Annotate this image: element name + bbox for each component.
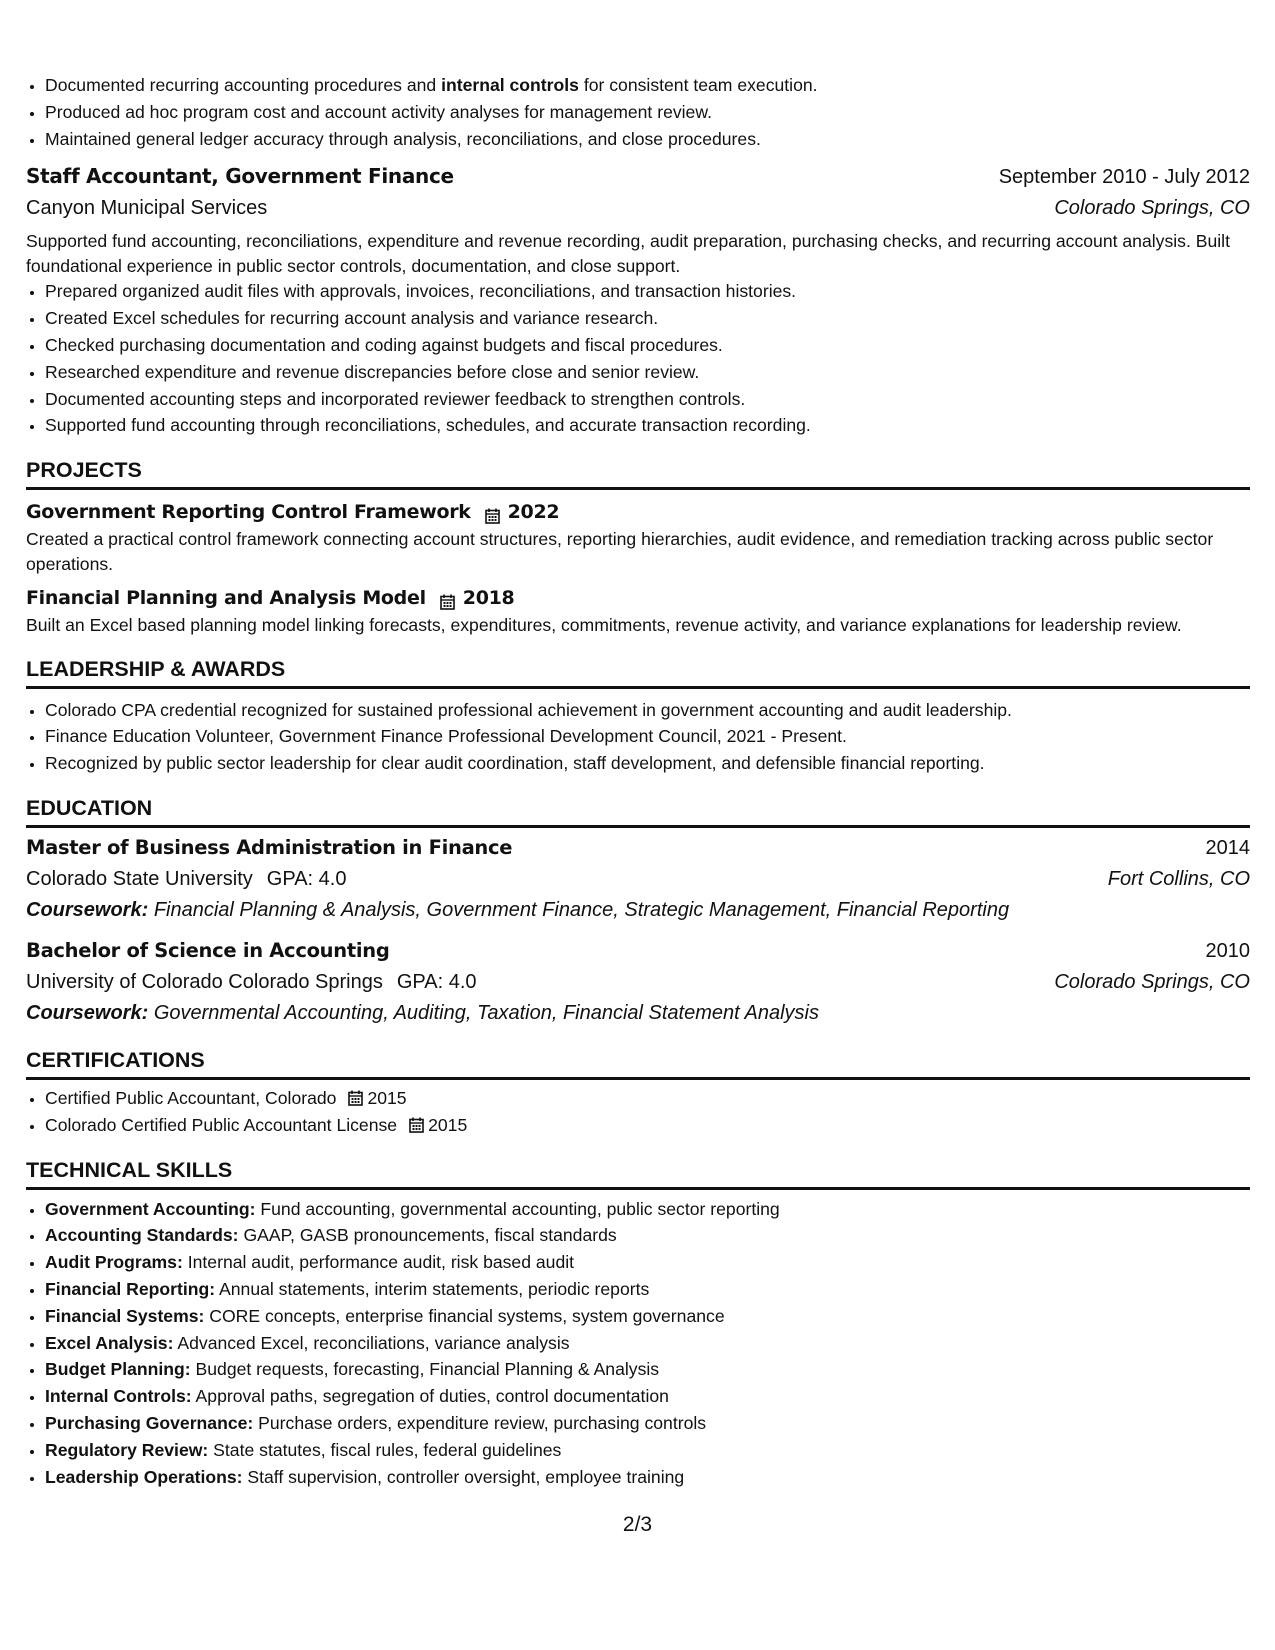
certification-name: Certified Public Accountant, Colorado [45,1088,337,1109]
skill-label: Financial Reporting: [45,1279,216,1300]
coursework-label: Coursework: [26,899,149,922]
job-title: Staff Accountant, Government Finance [26,164,454,189]
degree-year: 2010 [1205,940,1250,963]
certifications-heading: CERTIFICATIONS [26,1046,1250,1080]
list-item [45,1356,1250,1383]
leadership-bullets [26,697,1250,777]
list-item [45,1249,1250,1276]
skill-value: Staff supervision, controller oversight, employee training [247,1466,685,1487]
skill-label: Accounting Standards: [45,1225,239,1246]
skill-value: Approval paths, segregation of duties, control documentation [195,1386,669,1407]
degree-title: Bachelor of Science in Accounting [26,939,390,963]
list-item [45,1276,1250,1303]
skills-list [26,1196,1250,1491]
list-item: • Created Excel schedules for recurring account analysis and variance research. [45,305,1250,332]
skill-value: Purchase orders, expenditure review, purchasing controls [258,1413,707,1434]
bullet-text: Produced ad hoc program cost and account activity analyses for management review. [45,101,712,122]
project-title: Financial Planning and Analysis Model [26,587,426,610]
project-year: 2018 [462,587,515,610]
list-item: • Finance Education Volunteer, Government Finance Professional Development Council, 2021 - Present. [45,723,1250,750]
project-entry [26,584,1250,638]
skill-value: GAAP, GASB pronouncements, fiscal standards [243,1225,617,1246]
gpa: GPA: 4.0 [266,868,347,891]
skill-label: Government Accounting: [45,1198,256,1219]
leadership-heading: LEADERSHIP & AWARDS [26,655,1250,689]
list-item [45,1330,1250,1357]
list-item [45,1085,1250,1112]
gpa: GPA: 4.0 [396,971,477,994]
job-bullets [26,278,1250,439]
education-heading: EDUCATION [26,794,1250,828]
skill-label: Audit Programs: [45,1252,183,1273]
skill-label: Budget Planning: [45,1359,191,1380]
list-item: • Recognized by public sector leadership for clear audit coordination, staff development, and defensible financial reporting. [45,750,1250,777]
school-name: University of Colorado Colorado Springs [26,971,383,994]
skill-label: Excel Analysis: [45,1332,174,1353]
skill-label: Regulatory Review: [45,1439,209,1460]
list-item [45,1437,1250,1464]
job-summary: Supported fund accounting, reconciliations, expenditure and revenue recording, audit preparation, purchasing checks, and recurring account analysis. Built foundational experience in public sector controls, documentation, and close support. [26,231,1230,276]
list-item: • Supported fund accounting through reconciliations, schedules, and accurate transaction recording. [45,412,1250,439]
job-entry [26,161,1250,439]
skill-value: Fund accounting, governmental accounting, public sector reporting [260,1198,780,1219]
list-item [45,1196,1250,1223]
project-year: 2022 [507,501,560,524]
coursework [26,998,1250,1029]
education-entry [26,936,1250,1029]
prev-job-bullets [26,72,1250,152]
list-item: • Colorado CPA credential recognized for sustained professional achievement in government accounting and audit leadership. [45,697,1250,724]
skill-label: Financial Systems: [45,1305,205,1326]
list-item [45,72,1250,99]
list-item [45,126,1250,153]
project-description: Created a practical control framework connecting account structures, reporting hierarchies, audit evidence, and remediation tracking across public sector operations. [26,529,1214,574]
calendar-icon [440,590,455,606]
company-name: Canyon Municipal Services [26,197,268,220]
skill-value: State statutes, fiscal rules, federal guidelines [213,1439,562,1460]
list-item: • Prepared organized audit files with approvals, invoices, reconciliations, and transaction histories. [45,278,1250,305]
certification-year: 2015 [367,1088,407,1109]
skill-value: Advanced Excel, reconciliations, variance analysis [177,1332,570,1353]
job-location: Colorado Springs, CO [1054,197,1250,220]
project-description: Built an Excel based planning model linking forecasts, expenditures, commitments, revenue activity, and variance explanations for leadership review. [26,615,1182,636]
coursework-label: Coursework: [26,1002,149,1025]
calendar-icon [409,1114,424,1130]
list-item [45,1303,1250,1330]
degree-year: 2014 [1205,837,1250,860]
coursework-list: Financial Planning & Analysis, Government Finance, Strategic Management, Financial Reporting [153,899,1010,922]
skill-value: Internal audit, performance audit, risk based audit [187,1252,575,1273]
bullet-text: for consistent team execution. [578,75,818,95]
skill-value: CORE concepts, enterprise financial systems, system governance [209,1305,725,1326]
page-number: 2/3 [622,1513,653,1536]
skills-heading: TECHNICAL SKILLS [26,1156,1250,1190]
bullet-bold-text: internal controls [441,75,579,95]
certifications-list [26,1085,1250,1139]
skill-label: Leadership Operations: [45,1466,243,1487]
education-entry [26,833,1250,926]
resume-page [26,72,1250,1490]
projects-heading: PROJECTS [26,456,1250,490]
list-item [45,1222,1250,1249]
list-item [45,99,1250,126]
skill-label: Purchasing Governance: [45,1413,254,1434]
skill-value: Annual statements, interim statements, periodic reports [219,1279,650,1300]
list-item: • Documented accounting steps and incorporated reviewer feedback to strengthen controls. [45,386,1250,413]
list-item [45,1383,1250,1410]
coursework [26,895,1250,926]
skill-label: Internal Controls: [45,1386,192,1407]
list-item [45,1464,1250,1491]
calendar-icon [348,1087,363,1103]
project-title: Government Reporting Control Framework [26,501,471,524]
list-item [45,1410,1250,1437]
degree-title: Master of Business Administration in Finance [26,836,513,860]
list-item: • Checked purchasing documentation and coding against budgets and fiscal procedures. [45,332,1250,359]
skill-value: Budget requests, forecasting, Financial Planning & Analysis [195,1359,660,1380]
bullet-text: Documented recurring accounting procedures and [45,75,442,95]
calendar-icon [485,504,500,520]
coursework-list: Governmental Accounting, Auditing, Taxation, Financial Statement Analysis [153,1002,819,1025]
bullet-text: Maintained general ledger accuracy through analysis, reconciliations, and close procedures. [45,128,761,149]
school-location: Fort Collins, CO [1107,868,1250,891]
certification-name: Colorado Certified Public Accountant License [45,1114,398,1135]
school-location: Colorado Springs, CO [1054,971,1250,994]
job-dates: September 2010 - July 2012 [998,166,1250,189]
school-name: Colorado State University [26,868,253,891]
list-item [45,1112,1250,1139]
list-item: • Researched expenditure and revenue discrepancies before close and senior review. [45,359,1250,386]
certification-year: 2015 [428,1114,468,1135]
project-entry [26,498,1250,576]
